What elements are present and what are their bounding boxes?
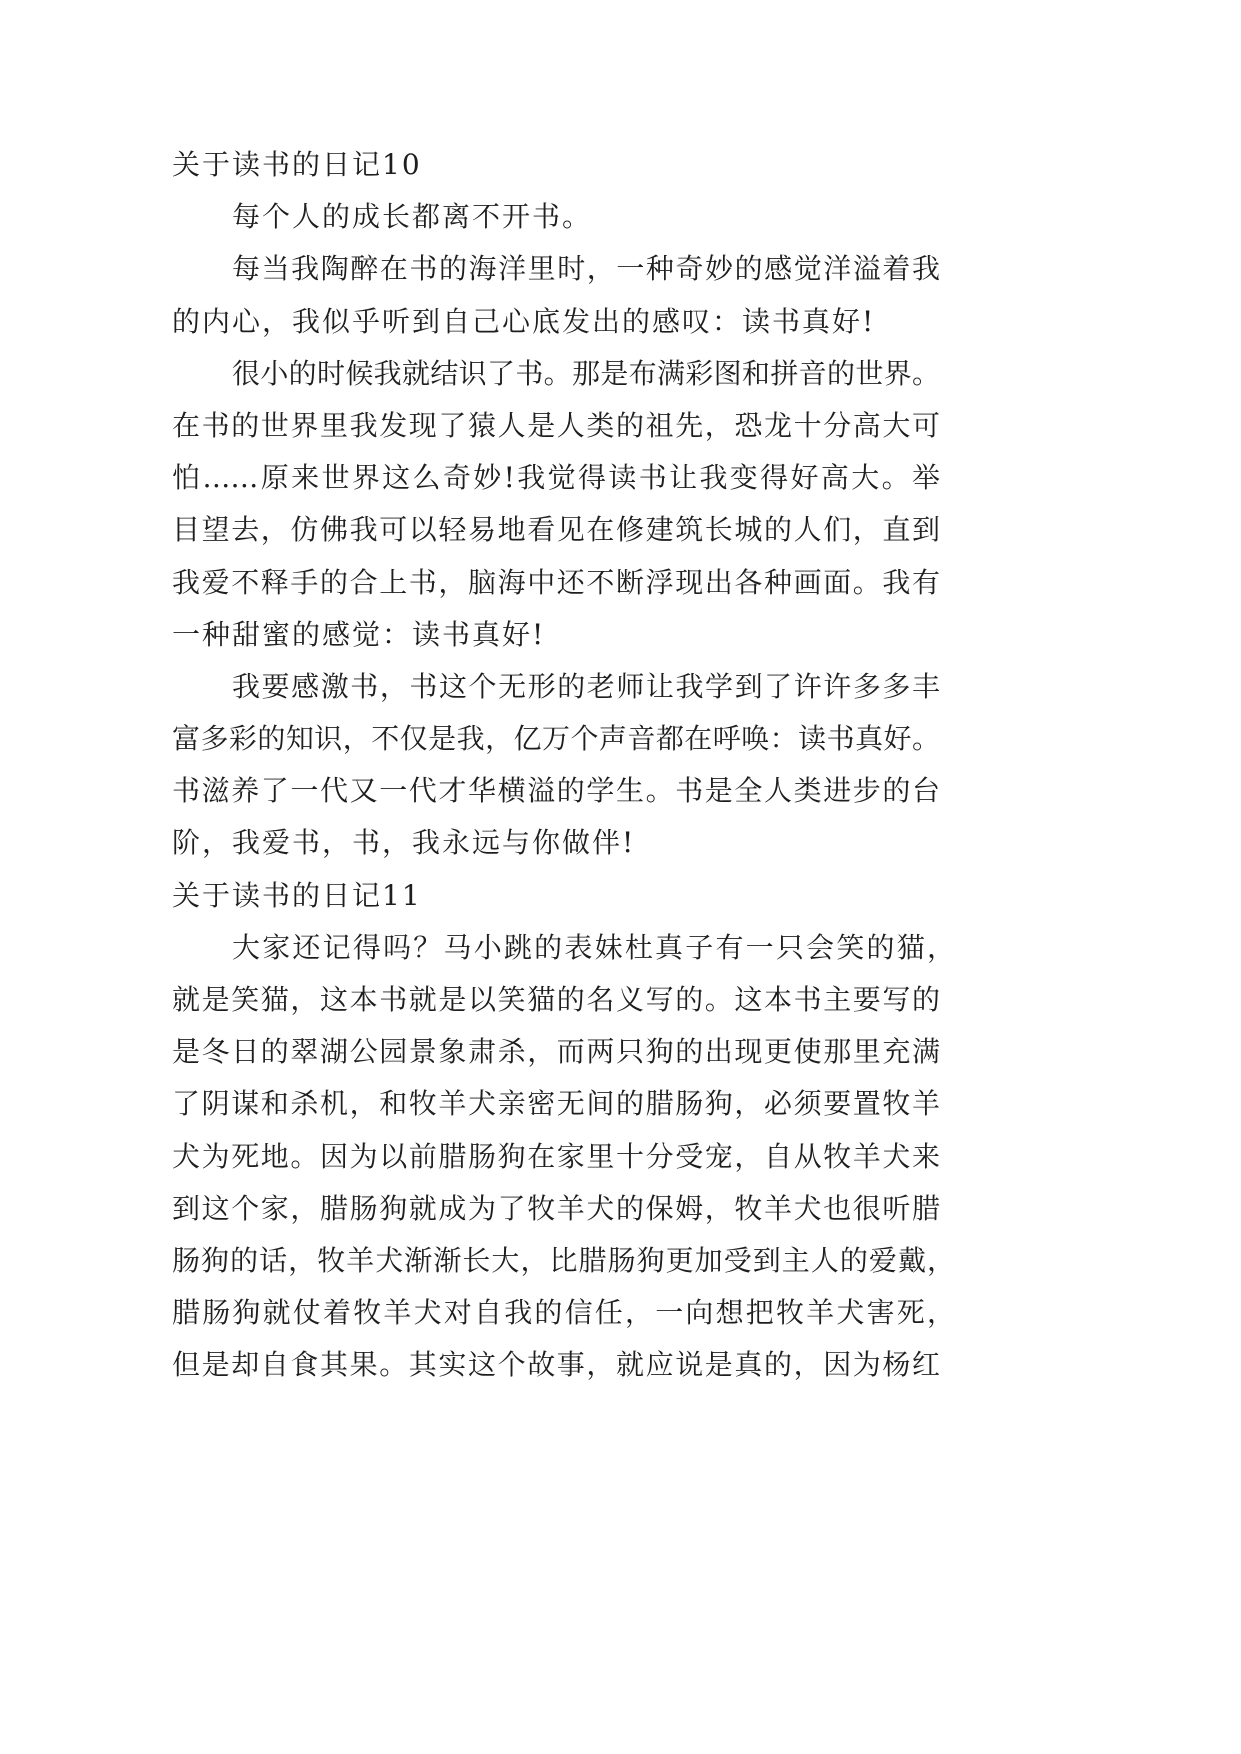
paragraph-line: 到这个家，腊肠狗就成为了牧羊犬的保姆，牧羊犬也很听腊	[172, 1191, 940, 1225]
paragraph	[172, 348, 940, 661]
paragraph-line: 目望去，仿佛我可以轻易地看见在修建筑长城的人们，直到	[172, 513, 940, 547]
paragraph-line: 阶，我爱书，书，我永远与你做伴!	[172, 826, 636, 860]
paragraph-line: 大家还记得吗？马小跳的表妹杜真子有一只会笑的猫，	[232, 930, 955, 964]
document-body	[172, 139, 955, 1392]
paragraph	[172, 661, 940, 870]
diary-heading: 关于读书的日记10	[172, 148, 422, 181]
paragraph-line: 但是却自食其果。其实这个故事，就应说是真的，因为杨红	[172, 1348, 940, 1382]
paragraph-line: 的内心，我似乎听到自己心底发出的感叹：读书真好!	[172, 304, 876, 338]
diary-entry	[172, 139, 940, 870]
paragraph-line: 犬为死地。因为以前腊肠狗在家里十分受宠，自从牧羊犬来	[172, 1139, 940, 1173]
paragraph-line: 怕……原来世界这么奇妙!我觉得读书让我变得好高大。举	[172, 461, 940, 495]
paragraph-line: 在书的世界里我发现了猿人是人类的祖先，恐龙十分高大可	[172, 408, 940, 442]
diary-entry	[172, 870, 955, 1392]
paragraph-line: 书滋养了一代又一代才华横溢的学生。书是全人类进步的台	[172, 774, 940, 808]
paragraph-line: 就是笑猫，这本书就是以笑猫的名义写的。这本书主要写的	[172, 983, 940, 1016]
paragraph	[172, 243, 940, 347]
paragraph-line: 了阴谋和杀机，和牧羊犬亲密无间的腊肠狗，必须要置牧羊	[172, 1087, 940, 1121]
paragraph-line: 每当我陶醉在书的海洋里时，一种奇妙的感觉洋溢着我	[232, 252, 940, 286]
diary-heading: 关于读书的日记11	[172, 878, 422, 912]
paragraph-line: 一种甜蜜的感觉：读书真好!	[172, 617, 546, 651]
paragraph-line: 我爱不释手的合上书，脑海中还不断浮现出各种画面。我有	[172, 565, 940, 599]
paragraph-line: 腊肠狗就仗着牧羊犬对自我的信任，一向想把牧羊犬害死，	[172, 1296, 955, 1330]
paragraph-line: 肠狗的话，牧羊犬渐渐长大，比腊肠狗更加受到主人的爱戴，	[172, 1243, 955, 1277]
paragraph-line: 富多彩的知识，不仅是我，亿万个声音都在呼唤：读书真好。	[172, 722, 940, 756]
paragraph-line: 很小的时候我就结识了书。那是布满彩图和拼音的世界。	[232, 356, 940, 390]
paragraph-line: 每个人的成长都离不开书。	[232, 200, 593, 234]
paragraph	[172, 191, 940, 243]
paragraph-line: 是冬日的翠湖公园景象肃杀，而两只狗的出现更使那里充满	[172, 1035, 940, 1069]
paragraph-line: 我要感激书，书这个无形的老师让我学到了许许多多丰	[232, 669, 940, 703]
paragraph	[172, 922, 955, 1392]
